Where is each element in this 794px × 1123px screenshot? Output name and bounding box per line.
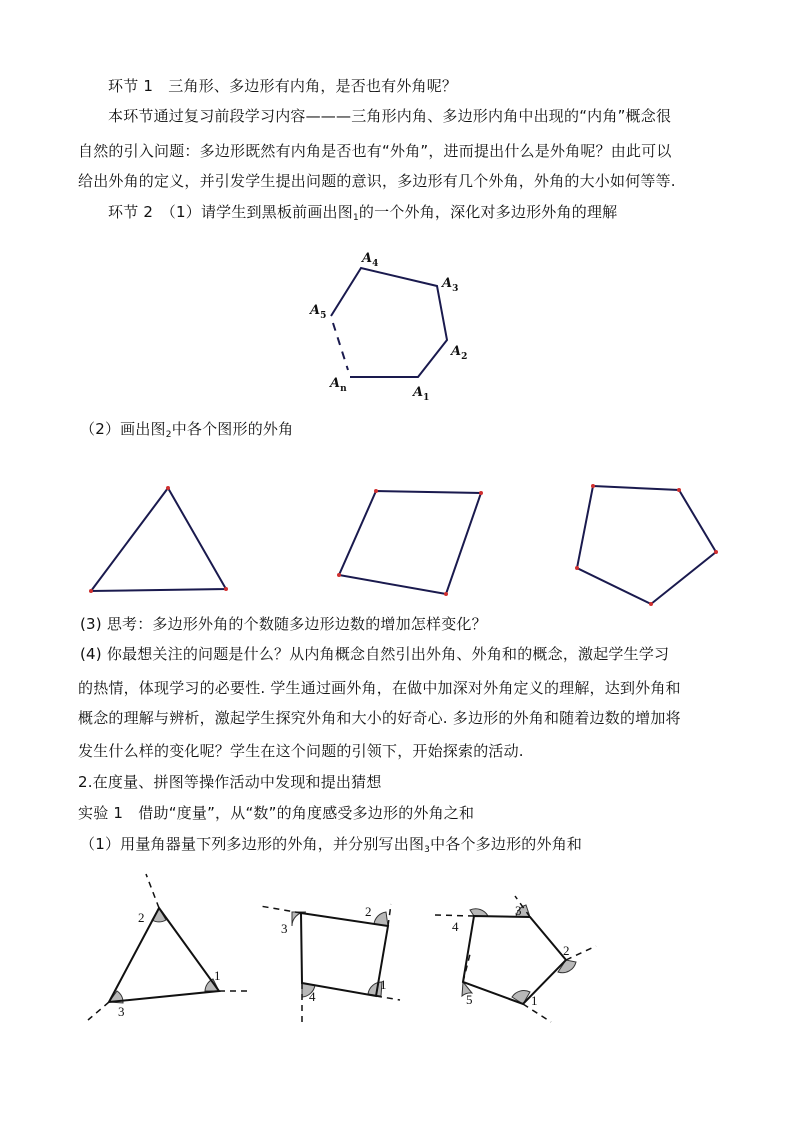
angle-label-4: 4 xyxy=(452,919,459,934)
extension-line xyxy=(435,915,474,916)
extension-line xyxy=(146,874,159,908)
angle-label-1: 1 xyxy=(214,968,221,983)
step1-after: 的一个外角，深化对多边形外角的理解 xyxy=(358,203,618,221)
section1-title: 环节 1 三角形、多边形有内角，是否也有外角呢？ xyxy=(108,77,458,95)
triangle-outline xyxy=(109,908,219,1002)
angle-label-4: 4 xyxy=(309,989,316,1004)
section1-para-line2: 自然的引入问题：多边形既然有内角是否也有“外角”，进而提出什么是外角呢？由此可以 xyxy=(78,142,672,160)
angle-arc-4 xyxy=(470,909,488,916)
angle-label-1: 1 xyxy=(380,977,387,992)
angle-label-3: 3 xyxy=(515,903,522,918)
extension-line xyxy=(388,904,391,926)
pentagon-outline xyxy=(463,916,566,1004)
extension-line xyxy=(376,996,400,1000)
vertex-label-a1: $A_1$ xyxy=(413,385,430,403)
angle-label-1: 1 xyxy=(531,993,538,1008)
task-before: （1）用量角器量下列多边形的外角，并分别写出图 xyxy=(80,835,425,853)
step1-sub: 1 xyxy=(352,213,359,223)
step2-before: （2）画出图 xyxy=(80,420,166,438)
angle-label-2: 2 xyxy=(365,904,372,919)
angle-label-5: 5 xyxy=(466,992,473,1007)
extension-line xyxy=(88,1002,109,1020)
figure3-pentagon xyxy=(435,896,596,1022)
angle-label-3: 3 xyxy=(118,1004,125,1019)
figure3-triangle xyxy=(88,874,252,1020)
vertex-label-a5: $A_5$ xyxy=(310,303,327,321)
section3-experiment: 实验 1 借助“度量”，从“数”的角度感受多边形的外角之和 xyxy=(78,804,475,822)
step1-before: 环节 2 （1）请学生到黑板前画出图 xyxy=(108,203,353,221)
section3-heading: 2.在度量、拼图等操作活动中发现和提出猜想 xyxy=(78,773,382,791)
vertex-label-a3: $A_3$ xyxy=(442,276,459,294)
step4-line3: 概念的理解与辨析，激起学生探究外角和大小的好奇心. 多边形的外角和随着边数的增加将 xyxy=(78,709,681,727)
figure3-quadrilateral xyxy=(260,904,400,1024)
extension-line xyxy=(566,946,596,960)
angle-label-2: 2 xyxy=(138,910,145,925)
angle-label-2: 2 xyxy=(563,943,570,958)
step2-after: 中各个图形的外角 xyxy=(171,420,294,438)
step3-text: (3) 思考：多边形外角的个数随多边形边数的增加怎样变化？ xyxy=(80,615,487,633)
step4-line4: 发生什么样的变化呢？学生在这个问题的引领下，开始探索的活动. xyxy=(78,742,524,760)
task-after: 中各个多边形的外角和 xyxy=(430,835,583,853)
step4-line1: (4) 你最想关注的问题是什么？从内角概念自然引出外角、外角和的概念，激起学生学习 xyxy=(80,645,670,663)
vertex-label-a2: $A_2$ xyxy=(451,344,468,362)
vertex-label-a4: $A_4$ xyxy=(362,251,379,269)
task-sub: 3 xyxy=(424,845,431,855)
step4-line2: 的热情，体现学习的必要性. 学生通过画外角，在做中加深对外角定义的理解，达到外角和 xyxy=(78,679,681,697)
angle-label-3: 3 xyxy=(281,921,288,936)
section1-para-line3: 给出外角的定义，并引发学生提出问题的意识，多边形有几个外角，外角的大小如何等等. xyxy=(78,172,676,190)
section1-para-line1: 本环节通过复习前段学习内容———三角形内角、多边形内角中出现的“内角”概念很 xyxy=(108,107,672,125)
vertex-label-an: $A_n$ xyxy=(330,376,347,394)
step2-sub: 2 xyxy=(165,430,172,440)
